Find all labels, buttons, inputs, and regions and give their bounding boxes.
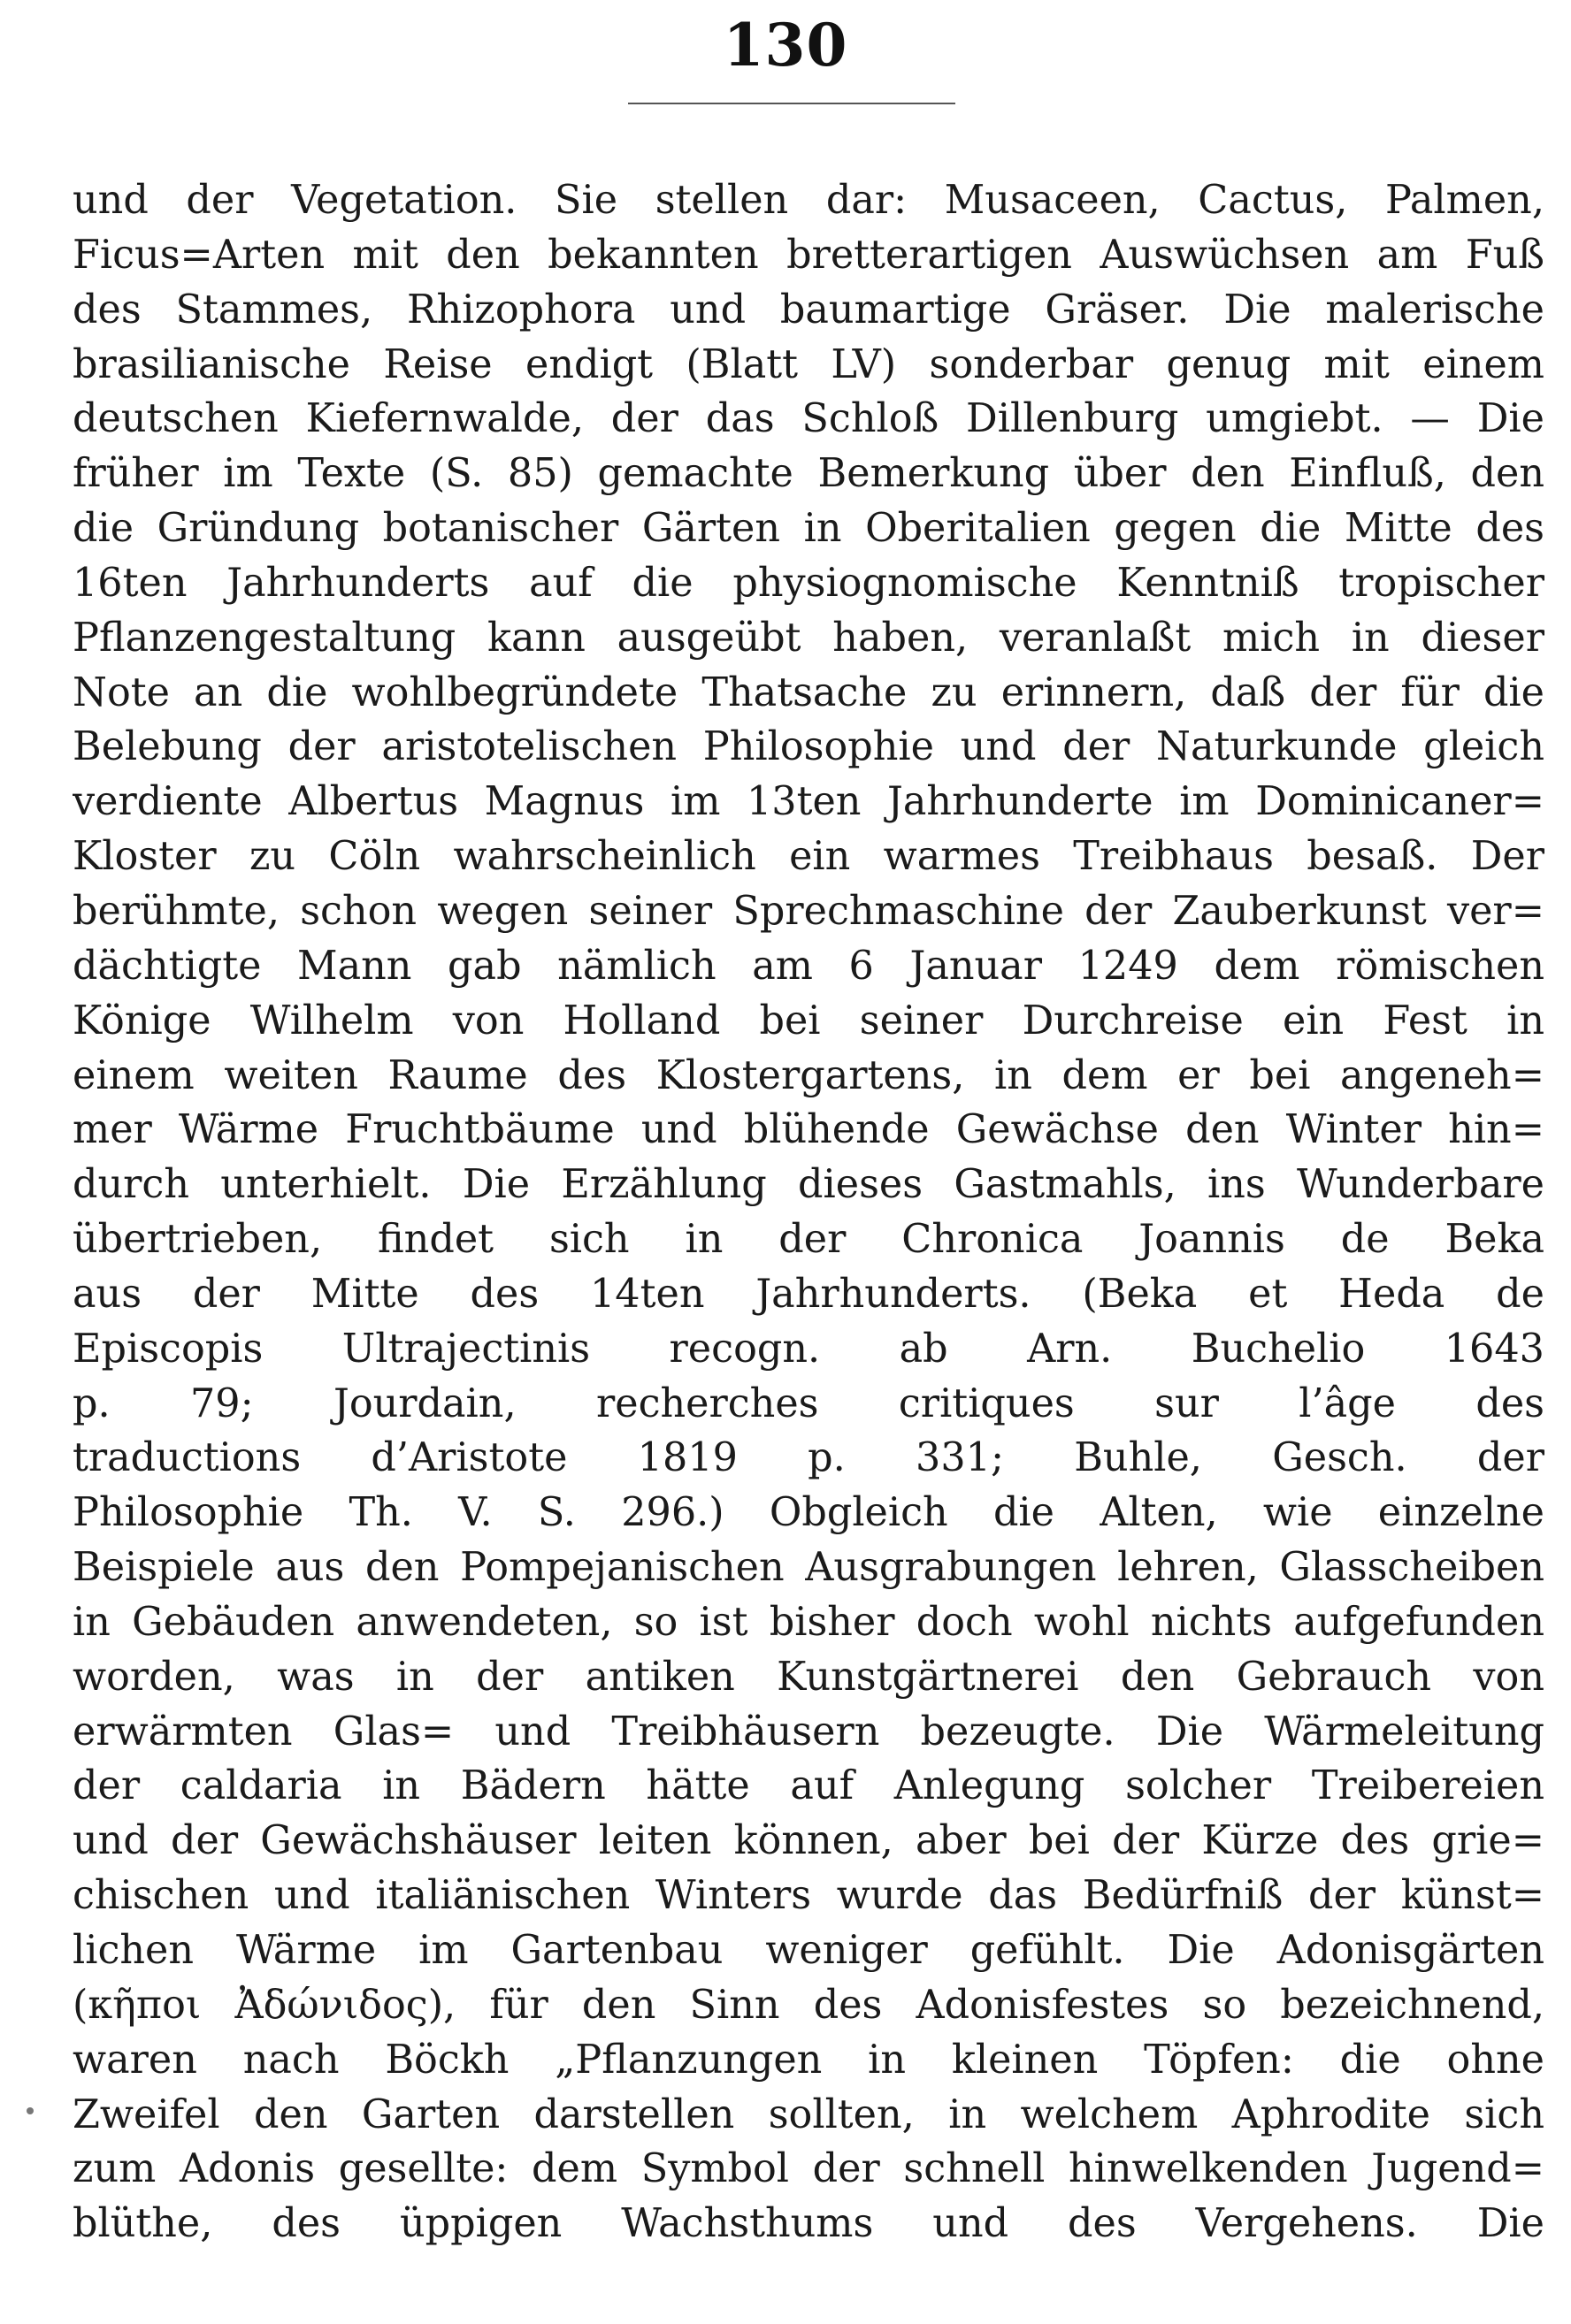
text-line: mer Wärme Fruchtbäume und blühende Gewächse den Winter hin= — [73, 1107, 1544, 1153]
body-text — [73, 173, 1544, 2251]
text-line: Note an die wohlbegründete Thatsache zu erinnern, daß der für die — [73, 669, 1544, 715]
text-line: p. 79; Jourdain, recherches critiques sur l’âge des — [73, 1380, 1544, 1426]
text-line: Episcopis Ultrajectinis recogn. ab Arn. Buchelio 1643 — [73, 1326, 1544, 1372]
text-line: zum Adonis gesellte: dem Symbol der schnell hinwelkenden Jugend= — [73, 2146, 1544, 2192]
text-line: aus der Mitte des 14ten Jahrhunderts. (Beka et Heda de — [73, 1271, 1544, 1317]
text-line: Ficus=Arten mit den bekannten bretterartigen Auswüchsen am Fuß — [73, 232, 1544, 278]
text-line: einem weiten Raume des Klostergartens, in dem er bei angeneh= — [73, 1052, 1544, 1098]
text-line: berühmte, schon wegen seiner Sprechmaschine der Zauberkunst ver= — [73, 888, 1544, 934]
text-line: Zweifel den Garten darstellen sollten, in welchem Aphrodite sich — [73, 2091, 1544, 2137]
text-line: und der Vegetation. Sie stellen dar: Musaceen, Cactus, Palmen, — [73, 178, 1544, 223]
text-line: früher im Texte (S. 85) gemachte Bemerkung über den Einfluß, den — [73, 451, 1544, 497]
text-line: und der Gewächshäuser leiten können, aber bei der Kürze des grie= — [73, 1818, 1544, 1864]
header-rule — [628, 103, 955, 104]
text-line: der caldaria in Bädern hätte auf Anlegung solcher Treibereien — [73, 1763, 1544, 1809]
text-line: Kloster zu Cöln wahrscheinlich ein warmes Treibhaus besaß. Der — [73, 834, 1544, 880]
text-line: deutschen Kiefernwalde, der das Schloß Dillenburg umgiebt. — Die — [73, 396, 1544, 442]
margin-speck — [27, 2107, 34, 2114]
text-line: erwärmten Glas= und Treibhäusern bezeugte. Die Wärmeleitung — [73, 1709, 1544, 1754]
text-line: lichen Wärme im Gartenbau weniger gefühlt. Die Adonisgärten — [73, 1928, 1544, 1973]
text-line: Pflanzengestaltung kann ausgeübt haben, veranlaßt mich in dieser — [73, 615, 1544, 661]
text-line: 16ten Jahrhunderts auf die physiognomische Kenntniß tropischer — [73, 560, 1544, 606]
text-line: Könige Wilhelm von Holland bei seiner Durchreise ein Fest in — [73, 998, 1544, 1044]
text-line: Belebung der aristotelischen Philosophie und der Naturkunde gleich — [73, 724, 1544, 770]
text-line: die Gründung botanischer Gärten in Oberitalien gegen die Mitte des — [73, 506, 1544, 552]
text-line: in Gebäuden anwendeten, so ist bisher doch wohl nichts aufgefunden — [73, 1599, 1544, 1645]
text-line: des Stammes, Rhizophora und baumartige Gräser. Die malerische — [73, 287, 1544, 333]
text-line: (κῆποι Ἀδώνιδος), für den Sinn des Adonisfestes so bezeichnend, — [73, 1982, 1544, 2028]
text-line: blüthe, des üppigen Wachsthums und des Vergehens. Die — [73, 2201, 1544, 2247]
text-line: brasilianische Reise endigt (Blatt LV) sonderbar genug mit einem — [73, 341, 1544, 387]
text-line: traductions d’Aristote 1819 p. 331; Buhle, Gesch. der — [73, 1435, 1544, 1481]
text-line: durch unterhielt. Die Erzählung dieses Gastmahls, ins Wunderbare — [73, 1162, 1544, 1208]
text-line: verdiente Albertus Magnus im 13ten Jahrhunderte im Dominicaner= — [73, 779, 1544, 825]
text-line: Philosophie Th. V. S. 296.) Obgleich die Alten, wie einzelne — [73, 1490, 1544, 1536]
text-line: waren nach Böckh „Pflanzungen in kleinen Töpfen: die ohne — [73, 2037, 1544, 2083]
text-line: chischen und italiänischen Winters wurde das Bedürfniß der künst= — [73, 1873, 1544, 1919]
text-line: worden, was in der antiken Kunstgärtnerei den Gebrauch von — [73, 1654, 1544, 1700]
text-line: übertrieben, findet sich in der Chronica Joannis de Beka — [73, 1217, 1544, 1263]
text-line: dächtigte Mann gab nämlich am 6 Januar 1249 dem römischen — [73, 943, 1544, 989]
page-number: 130 — [723, 11, 848, 80]
text-line: Beispiele aus den Pompejanischen Ausgrabungen lehren, Glasscheiben — [73, 1545, 1544, 1591]
